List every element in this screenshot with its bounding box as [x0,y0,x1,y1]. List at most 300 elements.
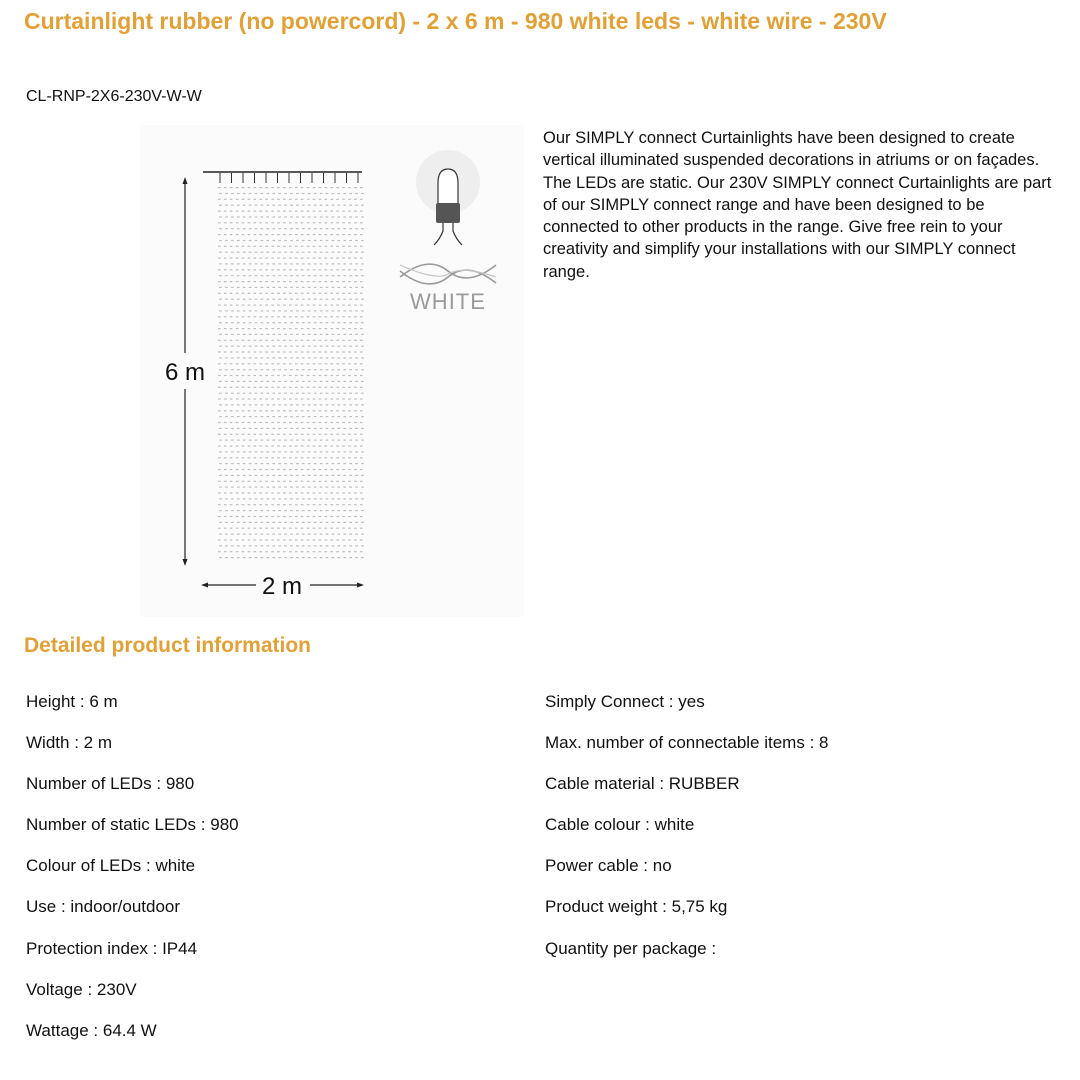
led-dot [342,551,345,552]
led-dot [301,516,304,517]
led-dot [336,340,339,341]
led-dot [255,463,258,464]
led-dot [278,205,281,206]
led-dot [290,475,293,476]
led-dot [242,269,245,270]
width-dimension [201,568,364,602]
led-dot [237,240,240,241]
led-dot [307,398,310,399]
led-dot [284,346,287,347]
led-dot [301,234,304,235]
led-dot [296,428,299,429]
led-dot [330,222,333,223]
led-dot [296,522,299,523]
led-dot [343,510,346,511]
led-dot [230,434,233,435]
led-dot [319,234,322,235]
led-dot [277,410,280,411]
led-dot [307,328,310,329]
led-dot [259,187,262,188]
led-dot [302,487,305,488]
led-dot [284,545,287,546]
led-dot [314,440,317,441]
led-dot [278,393,281,394]
led-dot [290,557,293,558]
led-dot [224,305,227,306]
led-dot [320,498,323,499]
led-dot [225,193,228,194]
led-dot [360,398,363,399]
led-dot [338,263,341,264]
led-dot [237,416,240,417]
led-dot [314,510,317,511]
led-dot [254,528,257,529]
led-dot [277,305,280,306]
led-dot [248,516,251,517]
led-dot [224,363,227,364]
led-dot [307,340,310,341]
led-dot [271,222,274,223]
led-dot [237,216,240,217]
led-dot [330,539,333,540]
led-dot [277,234,280,235]
led-dot [225,416,228,417]
led-dot [325,445,328,446]
led-dot [354,492,357,493]
led-dot [290,193,293,194]
led-dot [255,440,258,441]
led-dot [283,469,286,470]
led-dot [338,287,341,288]
led-dot [307,246,310,247]
led-dot [307,234,310,235]
led-dot [325,516,328,517]
led-dot [242,398,245,399]
led-dot [349,475,352,476]
led-dot [289,398,292,399]
led-dot [332,299,335,300]
led-dot [242,199,245,200]
led-dot [332,545,335,546]
led-dot [277,351,280,352]
led-dot [301,281,304,282]
led-dot [320,216,323,217]
led-dot [342,222,345,223]
led-dot [360,258,363,259]
led-dot [219,393,222,394]
led-dot [342,445,345,446]
led-dot [230,539,233,540]
led-dot [277,387,280,388]
led-dot [289,434,292,435]
led-dot [348,222,351,223]
led-dot [295,351,298,352]
led-dot [237,287,240,288]
led-dot [326,346,329,347]
led-dot [308,240,311,241]
led-dot [308,228,311,229]
led-dot [255,545,258,546]
led-dot [308,275,311,276]
led-dot [302,475,305,476]
led-dot [236,457,239,458]
led-dot [230,351,233,352]
led-dot [348,457,351,458]
led-dot [338,205,341,206]
led-dot [296,334,299,335]
led-dot [254,234,257,235]
led-dot [255,369,258,370]
led-dot [361,193,364,194]
led-dot [242,281,245,282]
led-dot [261,428,264,429]
led-dot [338,428,341,429]
led-dot [259,375,262,376]
led-dot [284,393,287,394]
led-dot [231,428,234,429]
led-dot [278,522,281,523]
led-dot [326,522,329,523]
led-dot [349,275,352,276]
spec-value: RUBBER [668,774,740,794]
led-dot [319,398,322,399]
led-dot [361,334,364,335]
led-dot [325,234,328,235]
led-dot [354,516,357,517]
spec-value: 64.4 W [102,1020,157,1040]
led-dot [307,387,310,388]
led-dot [272,193,275,194]
led-dot [218,187,221,188]
led-dot [284,193,287,194]
led-dot [348,469,351,470]
led-dot [284,216,287,217]
led-dot [342,281,345,282]
led-dot [325,481,328,482]
led-dot [272,463,275,464]
led-dot [259,387,262,388]
led-dot [265,410,268,411]
led-dot [320,534,323,535]
led-dot [348,434,351,435]
led-dot [219,428,222,429]
led-dot [338,416,341,417]
led-dot [230,469,233,470]
led-dot [332,275,335,276]
led-dot [265,281,268,282]
led-dot [342,457,345,458]
led-dot [313,375,316,376]
led-dot [301,316,304,317]
led-dot [332,440,335,441]
led-dot [290,522,293,523]
led-dot [343,416,346,417]
led-dot [342,375,345,376]
led-dot [225,475,228,476]
led-dot [301,246,304,247]
led-dot [231,322,234,323]
led-dot [243,346,246,347]
led-dot [265,328,268,329]
led-dot [261,463,264,464]
led-dot [307,539,310,540]
led-dot [261,193,264,194]
led-dot [296,557,299,558]
led-dot [265,492,268,493]
led-dot [243,263,246,264]
spec-label: Max. number of connectable items [545,733,805,753]
led-dot [308,369,311,370]
led-dot [237,534,240,535]
led-dot [278,252,281,253]
led-dot [338,522,341,523]
led-dot [338,299,341,300]
led-dot [272,451,275,452]
led-dot [354,434,357,435]
led-dot [255,334,258,335]
led-dot [218,293,221,294]
led-dot [267,428,270,429]
led-dot [278,451,281,452]
led-dot [254,434,257,435]
led-dot [237,299,240,300]
led-dot [271,469,274,470]
led-dot [332,263,335,264]
led-dot [295,481,298,482]
led-dot [326,404,329,405]
led-dot [338,252,341,253]
led-dot [237,310,240,311]
led-dot [296,322,299,323]
led-dot [349,357,352,358]
led-dot [225,463,228,464]
led-dot [255,475,258,476]
led-dot [320,252,323,253]
led-dot [272,404,275,405]
led-dot [307,258,310,259]
led-dot [254,340,257,341]
led-dot [295,434,298,435]
led-dot [224,434,227,435]
led-dot [360,481,363,482]
led-dot [248,445,251,446]
led-dot [348,398,351,399]
led-dot [248,492,251,493]
led-dot [302,369,305,370]
led-dot [255,510,258,511]
led-dot [231,487,234,488]
led-dot [332,193,335,194]
led-dot [219,346,222,347]
led-dot [343,463,346,464]
led-dot [218,469,221,470]
led-dot [284,357,287,358]
led-dot [255,357,258,358]
spec-row [545,813,829,854]
led-dot [336,528,339,529]
led-dot [360,305,363,306]
led-dot [332,346,335,347]
led-dot [320,287,323,288]
led-dot [219,510,222,511]
led-dot [320,557,323,558]
led-dot [249,487,252,488]
led-dot [326,216,329,217]
led-dot [313,516,316,517]
led-dot [354,281,357,282]
led-dot [301,351,304,352]
led-dot [338,193,341,194]
led-dot [218,246,221,247]
led-dot [354,305,357,306]
led-dot [290,334,293,335]
led-dot [249,510,252,511]
led-dot [295,316,298,317]
led-dot [236,363,239,364]
led-dot [332,252,335,253]
led-dot [289,340,292,341]
led-dot [313,305,316,306]
led-dot [332,240,335,241]
led-dot [320,205,323,206]
led-dot [236,422,239,423]
led-dot [308,346,311,347]
led-dot [284,369,287,370]
led-dot [343,299,346,300]
led-dot [290,534,293,535]
led-dot [284,263,287,264]
led-dot [302,463,305,464]
led-dot [348,211,351,212]
led-dot [361,498,364,499]
led-dot [254,293,257,294]
led-dot [307,504,310,505]
led-dot [319,293,322,294]
led-dot [242,258,245,259]
spec-row [26,895,239,936]
led-dot [295,363,298,364]
led-dot [243,310,246,311]
led-dot [248,222,251,223]
led-dot [319,187,322,188]
led-dot [271,246,274,247]
led-dot [224,234,227,235]
led-dot [325,258,328,259]
led-dot [326,428,329,429]
led-dot [296,393,299,394]
led-dot [343,252,346,253]
led-dot [338,275,341,276]
led-dot [265,187,268,188]
led-dot [283,528,286,529]
led-dot [283,328,286,329]
led-dot [249,534,252,535]
led-dot [283,363,286,364]
spec-label: Width [26,733,70,753]
led-dot [325,316,328,317]
led-dot [313,328,316,329]
led-dot [314,475,317,476]
led-dot [277,246,280,247]
led-dot [224,387,227,388]
led-dot [261,216,264,217]
led-dot [332,534,335,535]
led-dot [236,234,239,235]
led-dot [295,551,298,552]
led-dot [243,534,246,535]
led-dot [343,522,346,523]
led-dot [348,351,351,352]
led-dot [248,340,251,341]
led-dot [336,469,339,470]
led-dot [330,504,333,505]
led-dot [319,551,322,552]
led-dot [289,363,292,364]
led-dot [231,334,234,335]
led-dot [249,545,252,546]
led-dot [302,216,305,217]
led-dot [261,240,264,241]
led-dot [313,481,316,482]
led-dot [248,269,251,270]
led-dot [326,193,329,194]
led-dot [342,340,345,341]
led-dot [307,363,310,364]
led-dot [289,234,292,235]
led-dot [283,269,286,270]
led-dot [342,516,345,517]
led-dot [326,310,329,311]
led-dot [254,387,257,388]
led-dot [219,451,222,452]
led-dot [336,222,339,223]
led-dot [259,551,262,552]
led-dot [284,381,287,382]
led-dot [326,369,329,370]
led-dot [242,387,245,388]
led-dot [218,222,221,223]
led-dot [225,522,228,523]
led-dot [330,481,333,482]
led-dot [272,263,275,264]
led-dot [361,440,364,441]
led-dot [283,375,286,376]
led-dot [231,404,234,405]
led-dot [330,410,333,411]
led-dot [319,469,322,470]
led-dot [218,328,221,329]
led-dot [259,492,262,493]
led-dot [319,305,322,306]
led-dot [248,398,251,399]
spec-row [545,772,829,813]
led-dot [348,504,351,505]
led-dot [236,281,239,282]
led-dot [313,258,316,259]
led-dot [248,293,251,294]
led-dot [265,363,268,364]
led-dot [284,475,287,476]
led-dot [302,310,305,311]
led-dot [225,534,228,535]
led-dot [259,293,262,294]
led-dot [272,275,275,276]
led-dot [284,310,287,311]
led-dot [319,211,322,212]
led-dot [325,211,328,212]
led-dot [296,216,299,217]
led-dot [283,387,286,388]
